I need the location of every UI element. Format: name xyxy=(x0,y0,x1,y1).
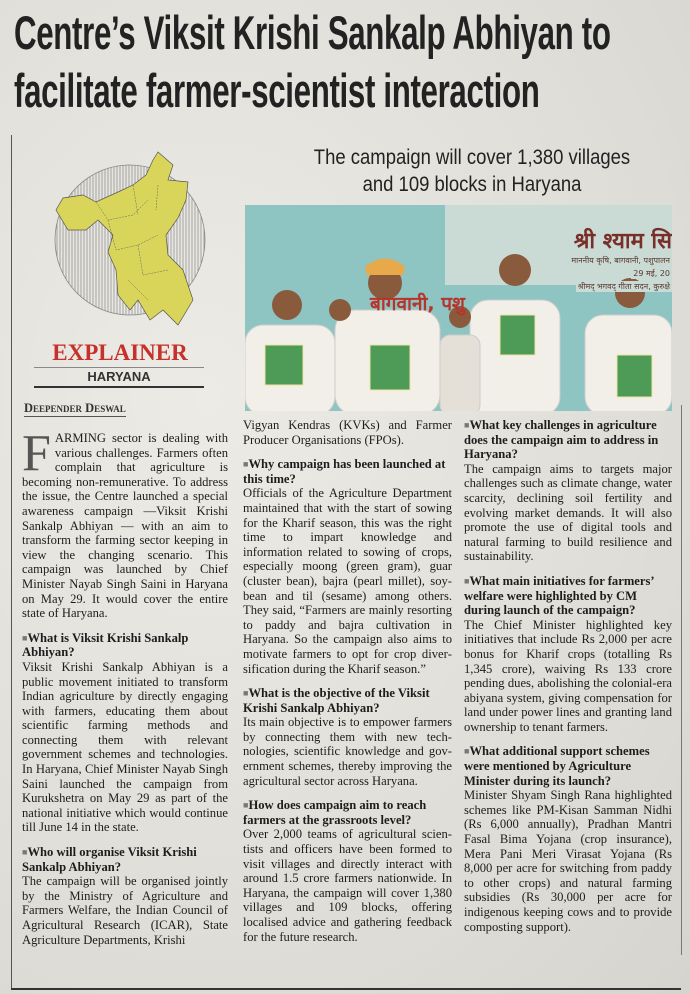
section-question: ■ What additional support schemes were mentioned by Agriculture Minister during its launch? xyxy=(464,744,672,788)
article-column-2 xyxy=(243,418,452,944)
section-answer: Officials of the Agriculture Department maintained that with the start of sowing for the Kharif season, this was the right time to impart knowledge and information related to sowing of crops, especially moong (green gram), guar (cluster bean), bajra (pearl millet), soybean and til (sesame) among others. They said, “Farmers are mainly resorting to paddy and bajra cultivation in Haryana. So the campaign also aims to motivate farmers to opt for crop diversification during the Kharif season.” xyxy=(243,486,452,676)
haryana-map-graphic xyxy=(38,140,208,330)
headline-line-1: Centre’s Viksit Krishi Sankalp Abhiyan to xyxy=(14,6,611,59)
column-rule xyxy=(11,135,12,990)
drop-cap: F xyxy=(22,425,51,482)
section-question: ■ What is Viksit Krishi Sankalp Abhiyan? xyxy=(22,631,228,660)
intro-text: ARMING sector is dealing with various challenges. Farmers often complain that agriculture is becoming non-remunerative. To address the issue, the Centre launched a special awareness campaign —Viksit Krishi Sankalp Abhiyan — with an aim to transform the farming sector keeping in view the changing scenario. This campaign was launched by Chief Minister Nayab Singh Saini in Haryana on May 29. It would cover the entire state of Haryana. xyxy=(22,431,228,621)
banner-big-text: बागवानी, पशु xyxy=(370,293,465,315)
section-answer: Viksit Krishi Sankalp Abhiyan is a public movement initiated to transform Indian agriculture by directly engaging with farmers, educating them about scientific farming methods and connecting them with relevant government schemes and technologies. In Haryana, Chief Minister Nayab Singh Saini launched the campaign from Kurukshetra on May 29 as part of the national initiative which would continue till June 14 in the state. xyxy=(22,659,228,835)
subhead-line-1: The campaign will cover 1,380 villages xyxy=(313,146,631,169)
banner-date: 29 मई, 20 xyxy=(633,269,670,278)
section-question: ■ What key challenges in agriculture does the campaign aim to address in Haryana? xyxy=(464,418,672,462)
section-answer: The campaign will be organised jointly by the Ministry of Agriculture and Farmers Welfare, the Indian Council of Agricultural Research (ICAR), State Agriculture Departments, Krishi xyxy=(22,874,228,947)
section-question: ■ What main initiatives for farmers’ welfare were highlighted by CM during launch of the campaign? xyxy=(464,574,672,618)
article-column-1 xyxy=(22,425,228,947)
headline-line-2: facilitate farmer-scientist interaction xyxy=(14,64,540,117)
section-answer: Its main objective is to empower farmers by connecting them with new technologies, scientific knowledge and government schemes, thereby improving the agricultural sector across Haryana. xyxy=(243,715,452,788)
divider xyxy=(34,386,204,388)
article-column-3 xyxy=(464,418,672,934)
intro-paragraph xyxy=(22,425,228,621)
subhead-line-2: and 109 blocks in Haryana xyxy=(362,173,582,196)
section-answer: Over 2,000 teams of agricultural scientists and officers have been formed to visit villages and directly interact with around 1.5 crore farmers nationwide. In Haryana, the campaign will cover 1,380 villages and 109 blocks, offering localised advice and gathering feedback for the future research. xyxy=(243,827,452,944)
section-question: ■ How does campaign aim to reach farmers at the grassroots level? xyxy=(243,798,452,827)
explainer-label: EXPLAINER xyxy=(52,340,188,365)
section-answer: The Chief Minister highlighted key initiatives that include Rs 2,000 per acre bonus for Kharif crops (totalling Rs 1,345 crore), waiving Rs 133 crore pending dues, abolishing the colonial-era abiyana system, giving compensation for land under power lines and granting land ownership to tenant farmers. xyxy=(464,617,672,734)
event-photo xyxy=(245,205,672,411)
byline: Deepender Deswal xyxy=(24,401,126,415)
section-question: ■ What is the objective of the Viksit Krishi Sankalp Abhiyan? xyxy=(243,686,452,715)
region-label: HARYANA xyxy=(87,369,151,384)
bottom-rule xyxy=(11,988,681,990)
banner-venue: श्रीमद् भगवद् गीता सदन, कुरुक्षे xyxy=(577,282,670,291)
section-answer: Minister Shyam Singh Rana highlighted schemes like PM-Kisan Samman Nidhi (Rs 6,000 annually), Pradhan Mantri Fasal Bima Yojana (crop insurance), Mera Pani Meri Virasat Yojana (Rs 8,000 per acre for switching from paddy to other crops) and natural farming subsidies (Rs 30,000 per acre for indigenous keeping cows and to provide composting support). xyxy=(464,788,672,934)
divider xyxy=(34,367,204,368)
subheadline xyxy=(305,144,639,198)
banner-line: माननीय कृषि, बागवानी, पशुपालन xyxy=(571,256,670,265)
section-question: ■ Why campaign has been launched at this time? xyxy=(243,457,452,486)
section-question: ■ Who will organise Viksit Krishi Sankalp Abhiyan? xyxy=(22,845,228,874)
headline xyxy=(14,4,679,120)
column-rule xyxy=(681,405,682,955)
section-answer-continued: Vigyan Kendras (KVKs) and Farmer Producer Organisations (FPOs). xyxy=(243,418,452,447)
banner-title: श्री श्याम सि xyxy=(573,229,672,254)
section-answer: The campaign aims to targets major challenges such as climate change, water scarcity, declining soil fertility and evolving market demands. It will also promote the use of digital tools and natural farming to build resilience and sustainability. xyxy=(464,461,672,564)
